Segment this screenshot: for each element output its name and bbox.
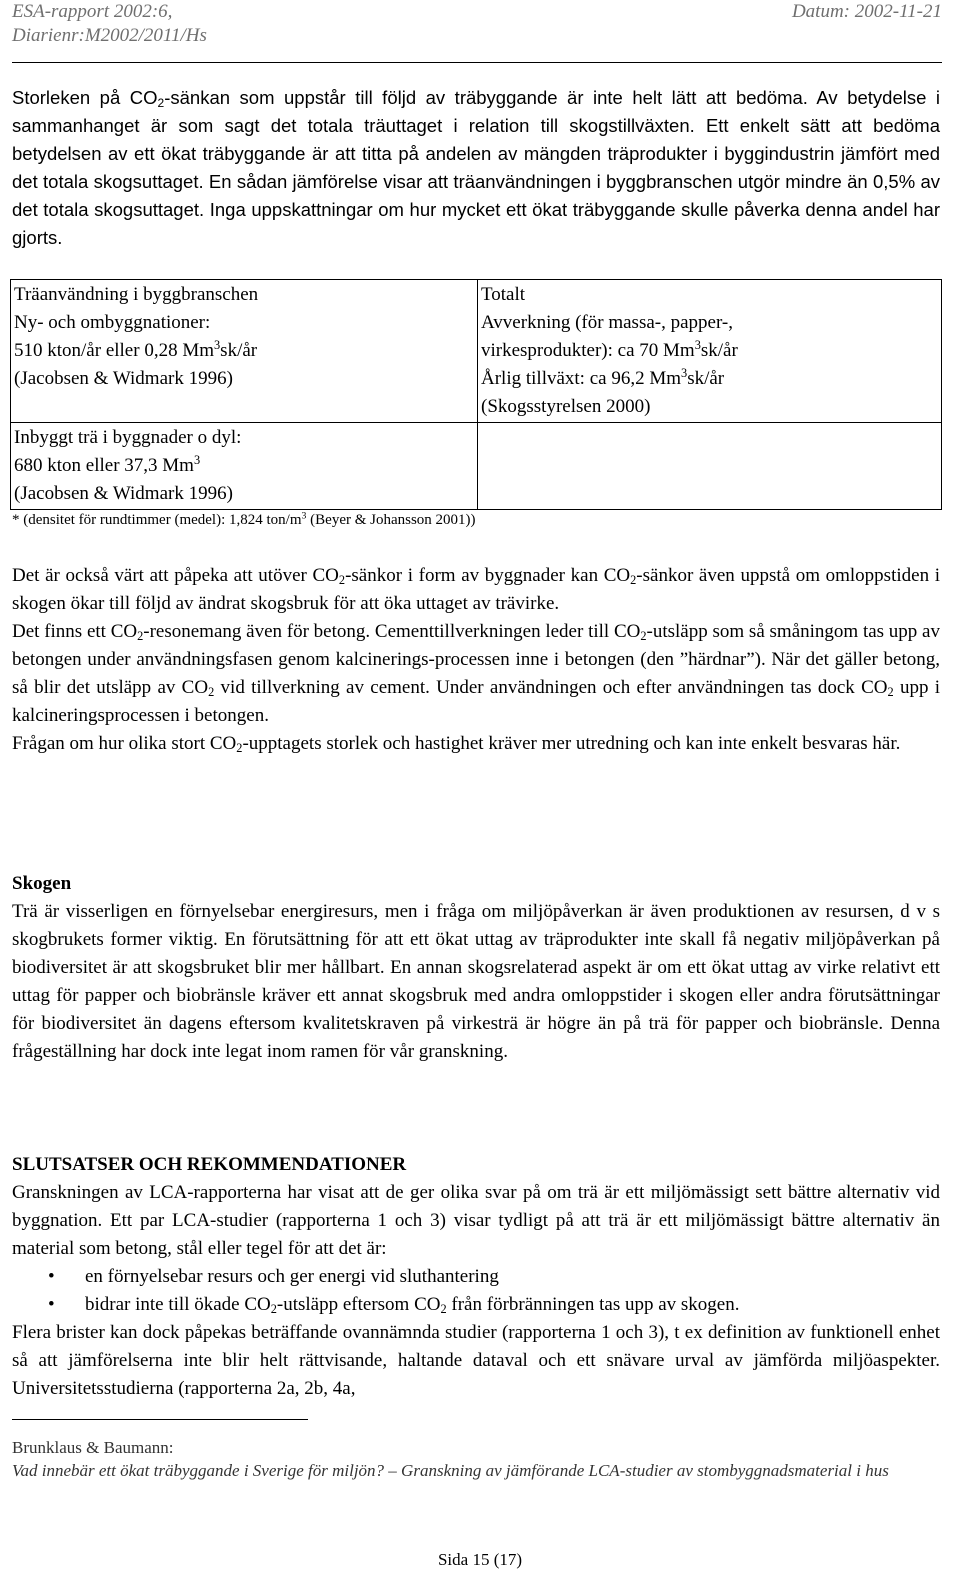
header-left	[12, 0, 207, 48]
table-right-line: (Skogsstyrelsen 2000)	[481, 396, 651, 417]
table-cell-left-top	[11, 280, 478, 423]
table-right-line: Årlig tillväxt: ca 96,2 Mm$^3$sk/år	[481, 366, 725, 389]
page-number: Sida 15 (17)	[437, 1550, 523, 1569]
table-row	[11, 280, 942, 423]
list-item: • en förnyelsebar resurs och ger energi vid sluthantering	[12, 1263, 940, 1291]
slutsatser-body	[12, 1179, 940, 1403]
intro-text-a: Storleken på CO	[12, 87, 158, 108]
footer-authors: Brunklaus & Baumann:	[12, 1438, 174, 1457]
table-left-heading: Träanvändning i byggbranschen	[14, 284, 259, 305]
table-left-line: (Jacobsen & Widmark 1996)	[14, 483, 233, 504]
report-date: Datum: 2002-11-21	[791, 1, 942, 22]
wood-usage-table	[10, 279, 942, 510]
co2-paragraph-1: Det är också värt att påpeka att utöver $CO_2$-sänkor i form av byggnader kan $CO_2$-sänkor även uppstå om omloppstiden i skogen ökar till följd av ändrat skogsbruk för att öka uttaget av trävirke.	[12, 565, 940, 614]
table-cell-right-bottom	[478, 423, 942, 510]
co2-paragraph-2: Det finns ett $CO_2$-resonemang även för betong. Cementtillverkningen leder till $CO_2$-utsläpp som så småningom tas upp av betongen under användningsfasen genom kalcinerings-processen inne i betongen (den ”härdnar”). När det gäller betong, så blir det utsläpp av $CO_2$ vid tillverkning av cement. Under användningen och efter användningen tas dock $CO_2$ upp i kalcineringsprocessen i betongen.	[12, 621, 941, 726]
diarie-number: Diarienr:M2002/2011/Hs	[12, 25, 207, 46]
table-left-line: Ny- och ombyggnationer:	[14, 312, 211, 333]
table-footnote: * (densitet för rundtimmer (medel): 1,824 ton/$m^3$ (Beyer & Johansson 2001))	[12, 510, 476, 528]
slutsatser-intro: Granskningen av LCA-rapporterna har visat att de ger olika svar på om trä är ett miljömässigt sett bättre alternativ vid byggnation. Ett par LCA-studier (rapporterna 1 och 3) visar tydligt på att trä är ett miljömässigt bättre alternativ än material som betong, stål eller tegel för att det är:	[12, 1182, 940, 1259]
table-left-line: (Jacobsen & Widmark 1996)	[14, 368, 233, 389]
intro-sub: 2	[157, 96, 165, 110]
conclusion-list	[12, 1263, 940, 1319]
list-item: • bidrar inte till ökade $CO_2$-utsläpp eftersom $CO_2$ från förbränningen tas upp av skogen.	[12, 1291, 940, 1319]
table-cell-right-top	[478, 280, 942, 423]
section-heading-slutsatser: SLUTSATSER OCH REKOMMENDATIONER	[12, 1154, 407, 1175]
header-divider	[12, 62, 942, 63]
table-left-line: 680 kton eller 37,3 Mm$^3$	[14, 453, 201, 476]
table-right-line: Avverkning (för massa-, papper-,	[481, 312, 733, 333]
table-left-line: Inbyggt trä i byggnader o dyl:	[14, 427, 242, 448]
skogen-paragraph: Trä är visserligen en förnyelsebar energiresurs, men i fråga om miljöpåverkan är även produktionen av resursen, d v s skogbrukets former viktig. En förutsättning för att ett ökat uttag av träprodukter inte skall få negativ miljöpåverkan på biodiversitet är att skogsbruket blir mer hållbart. En annan skogsrelaterad aspekt är om ett ökat uttag av virke relativt ett uttag för papper och biobränsle kräver ett annat skogsbruk med andra omloppstider i skogen eller andra förutsättningar för biodiversitet än dagens eftersom kvalitetskraven på virkesträ är högre än på trä för papper och biobränsle. Denna frågeställning har dock inte legat inom ramen för vår granskning.	[12, 901, 940, 1062]
co2-paragraph-3: Frågan om hur olika stort $CO_2$-upptagets storlek och hastighet kräver mer utredning och kan inte enkelt besvaras här.	[12, 733, 901, 756]
report-id: ESA-rapport 2002:6,	[12, 1, 173, 22]
footer-divider	[12, 1419, 308, 1420]
slutsatser-outro: Flera brister kan dock påpekas beträffande ovannämnda studier (rapporterna 1 och 3), t ex definition av funktionell enhet så att jämförelserna inte blir helt rättvisande, haltande dataval och ett snävare urval av jämförda miljöaspekter. Universitetsstudierna (rapporterna 2a, 2b, 4a,	[12, 1322, 940, 1399]
table-row	[11, 423, 942, 510]
table-right-line: virkesprodukter): ca 70 Mm$^3$sk/år	[481, 338, 738, 361]
section-heading-skogen: Skogen	[12, 873, 72, 894]
running-header	[12, 0, 942, 48]
footer-title: Vad innebär ett ökat träbyggande i Sverige för miljön? – Granskning av jämförande LCA-studier av stombyggnadsmaterial i hus	[12, 1461, 889, 1480]
intro-text-b: -sänkan som uppstår till följd av träbyggande är inte helt lätt att bedöma. Av betydelse i sammanhanget är som sagt det totala träuttaget i relation till skogstillväxten. Ett enkelt sätt att bedöma betydelsen av ett ökat träbyggande är att titta på andelen av mängden träprodukter i byggindustrin jämfört med det totala skogsuttaget. En sådan jämförelse visar att träanvändningen i byggbranschen utgör mindre än 0,5% av det totala skogsuttaget. Inga uppskattningar om hur mycket ett ökat träbyggande skulle påverka denna andel har gjorts.	[12, 87, 941, 248]
table-right-heading: Totalt	[481, 284, 526, 305]
co2-section	[12, 562, 940, 758]
intro-paragraph	[12, 84, 940, 252]
page-footer	[12, 1436, 942, 1482]
table-cell-left-bottom	[11, 423, 478, 510]
table-left-line: 510 kton/år eller 0,28 Mm$^3$sk/år	[14, 338, 258, 361]
